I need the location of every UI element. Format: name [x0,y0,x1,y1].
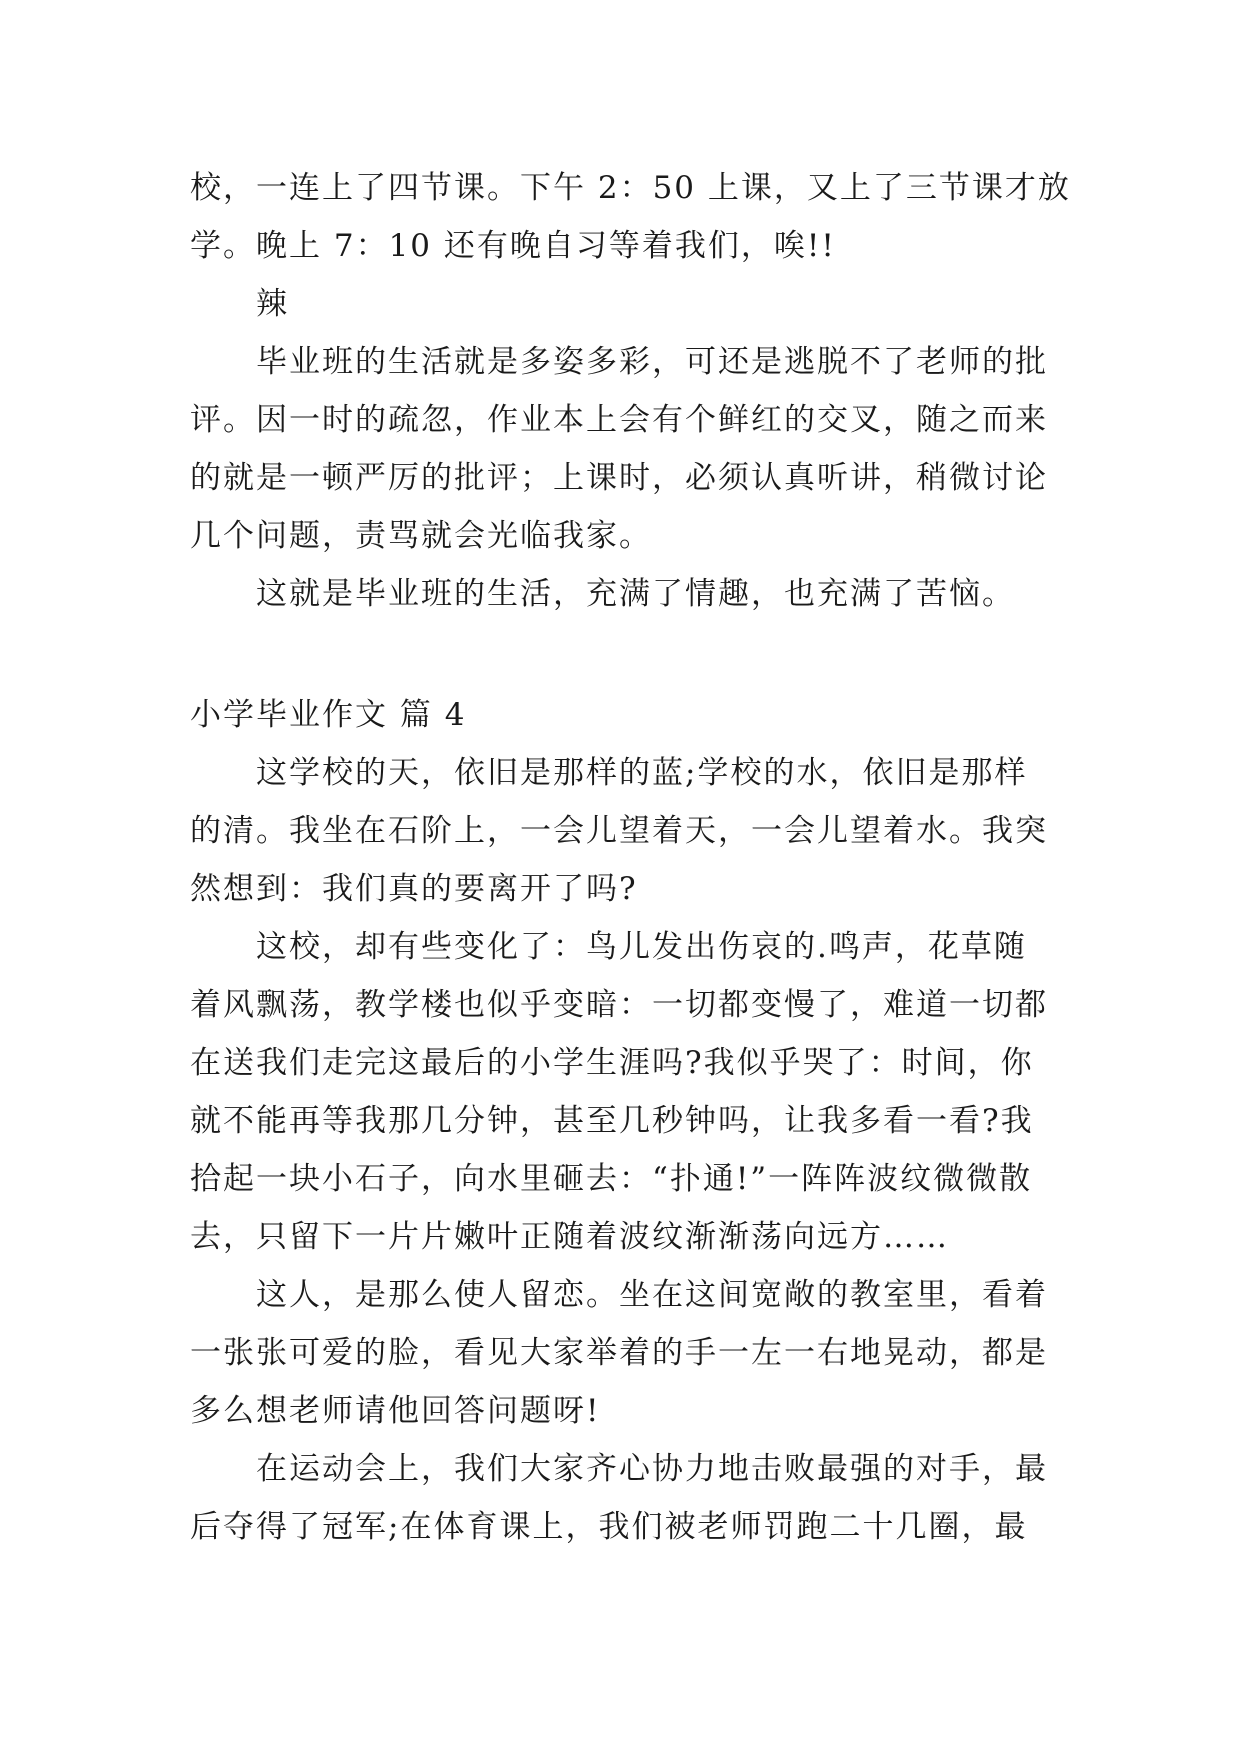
paragraph-line: 的就是一顿严厉的批评；上课时，必须认真听讲，稍微讨论 [190,460,1048,496]
paragraph-line: 后夺得了冠军;在体育课上，我们被老师罚跑二十几圈，最 [190,1509,1028,1545]
section-heading: 小学毕业作文 篇 4 [190,697,467,733]
paragraph-line: 一张张可爱的脸，看见大家举着的手一左一右地晃动，都是 [190,1335,1048,1371]
paragraph-line: 毕业班的生活就是多姿多彩，可还是逃脱不了老师的批 [256,344,1048,380]
paragraph-line: 然想到：我们真的要离开了吗? [190,871,638,907]
paragraph-line: 校，一连上了四节课。下午 2：50 上课，又上了三节课才放 [190,170,1071,206]
paragraph-line: 着风飘荡，教学楼也似乎变暗：一切都变慢了，难道一切都 [190,987,1048,1023]
paragraph-line: 的清。我坐在石阶上，一会儿望着天，一会儿望着水。我突 [190,813,1048,849]
paragraph-line: 去，只留下一片片嫩叶正随着波纹渐渐荡向远方…… [190,1219,949,1255]
paragraph-line: 在送我们走完这最后的小学生涯吗?我似乎哭了：时间，你 [190,1045,1034,1081]
paragraph-line: 在运动会上，我们大家齐心协力地击败最强的对手，最 [256,1451,1048,1487]
paragraph-line: 学。晚上 7：10 还有晚自习等着我们，唉!! [190,228,836,264]
paragraph-line: 几个问题，责骂就会光临我家。 [190,518,652,554]
paragraph-line: 这就是毕业班的生活，充满了情趣，也充满了苦恼。 [256,576,1015,612]
paragraph-line: 辣 [256,286,289,322]
paragraph-line: 拾起一块小石子，向水里砸去：“扑通!”一阵阵波纹微微散 [190,1161,1033,1197]
paragraph-line: 这学校的天，依旧是那样的蓝;学校的水，依旧是那样 [256,755,1028,791]
paragraph-line: 评。因一时的疏忽，作业本上会有个鲜红的交叉，随之而来 [190,402,1048,438]
paragraph-line: 多么想老师请他回答问题呀! [190,1393,601,1429]
section-1-body [190,159,1071,623]
paragraph-line: 这校，却有些变化了：鸟儿发出伤哀的.鸣声，花草随 [256,929,1027,965]
paragraph-line: 这人，是那么使人留恋。坐在这间宽敞的教室里，看着 [256,1277,1048,1313]
paragraph-line: 就不能再等我那几分钟，甚至几秒钟吗，让我多看一看?我 [190,1103,1034,1139]
section-2-body [190,744,1052,1556]
